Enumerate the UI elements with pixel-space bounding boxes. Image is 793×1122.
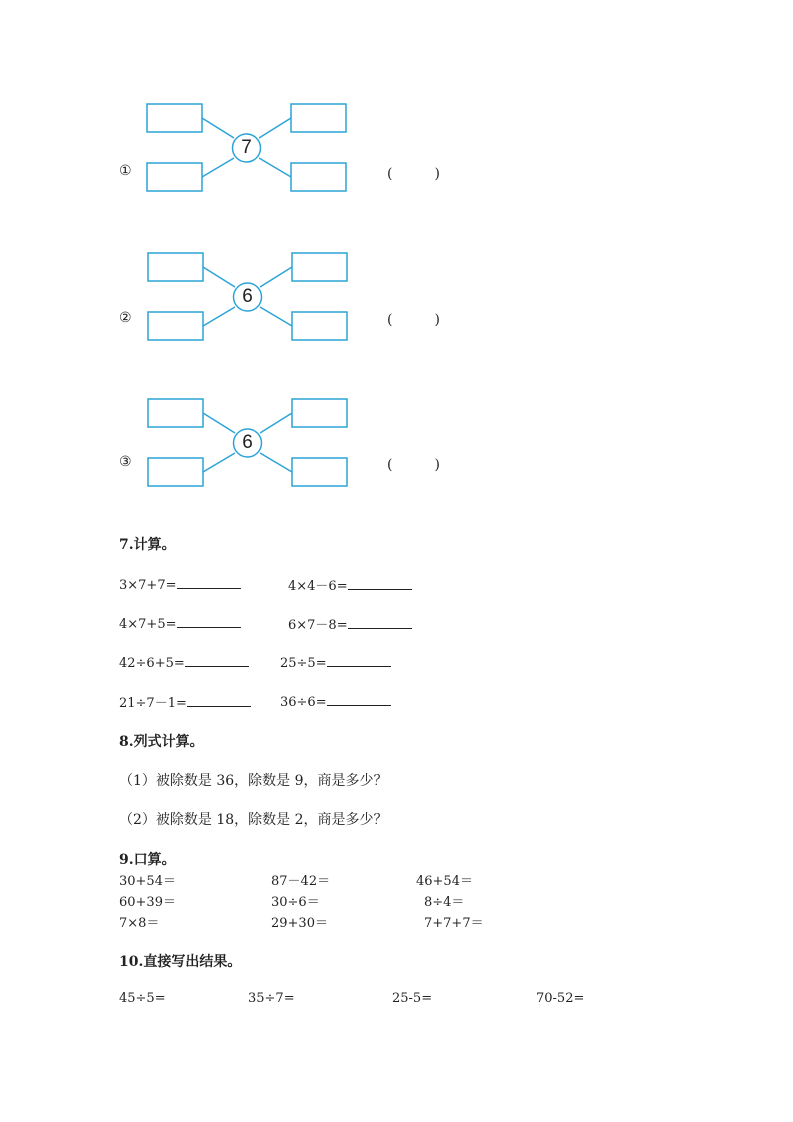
q7-item-8 <box>280 692 391 710</box>
answer-blank[interactable] <box>187 693 251 707</box>
number-split-diagram-3 <box>140 395 360 495</box>
q9-item-8: 29+30＝ <box>271 916 328 931</box>
answer-blank[interactable] <box>177 575 241 589</box>
expression-text: 3×7+7= <box>119 578 177 593</box>
q10-item-1: 45÷5= <box>119 991 166 1006</box>
answer-parentheses-1[interactable]: ( ) <box>387 166 440 182</box>
expression-text: 4×7+5= <box>119 617 177 632</box>
expression-text: 25÷5= <box>280 656 327 671</box>
q9-item-5: 30÷6＝ <box>271 895 320 910</box>
q10-item-3: 25-5= <box>392 991 433 1006</box>
answer-box-bottom-right[interactable] <box>292 458 347 486</box>
answer-box-top-left[interactable] <box>147 104 202 132</box>
expression-text: 36÷6= <box>280 695 327 710</box>
diagram-marker-3: ③ <box>119 454 132 470</box>
answer-blank[interactable] <box>185 653 249 667</box>
answer-box-top-left[interactable] <box>148 253 203 281</box>
q9-item-1: 30+54＝ <box>119 874 176 889</box>
q8-title: 8.列式计算。 <box>119 734 204 750</box>
answer-box-bottom-right[interactable] <box>292 312 347 340</box>
answer-box-top-left[interactable] <box>148 399 203 427</box>
q9-item-9: 7+7+7＝ <box>424 916 484 931</box>
q9-item-6: 8÷4＝ <box>424 895 465 910</box>
answer-box-top-right[interactable] <box>291 104 346 132</box>
expression-text: 21÷7－1= <box>119 696 187 711</box>
answer-box-bottom-right[interactable] <box>291 163 346 191</box>
answer-parentheses-3[interactable]: ( ) <box>387 457 440 473</box>
q7-item-6 <box>280 653 391 671</box>
q8-item-2: （2）被除数是 18，除数是 2，商是多少？ <box>119 812 388 828</box>
q7-item-1 <box>119 575 241 593</box>
q7-item-5 <box>119 653 249 671</box>
answer-box-bottom-left[interactable] <box>147 163 202 191</box>
answer-parentheses-2[interactable]: ( ) <box>387 312 440 328</box>
number-split-diagram-1 <box>140 100 360 200</box>
answer-box-bottom-left[interactable] <box>148 312 203 340</box>
expression-text: 4×4－6= <box>288 579 348 594</box>
q10-item-4: 70-52= <box>536 991 585 1006</box>
diagram-marker-2: ② <box>119 310 132 326</box>
diagram-marker-1: ① <box>119 163 132 179</box>
answer-blank[interactable] <box>348 576 412 590</box>
answer-box-bottom-left[interactable] <box>148 458 203 486</box>
q9-item-3: 46+54＝ <box>416 874 473 889</box>
q8-item-1: （1）被除数是 36，除数是 9，商是多少？ <box>119 773 388 789</box>
q7-item-4 <box>288 614 412 633</box>
answer-box-top-right[interactable] <box>292 399 347 427</box>
q9-title: 9.口算。 <box>119 852 176 868</box>
center-number: 7 <box>241 137 252 158</box>
q7-item-3 <box>119 614 241 632</box>
q7-item-7 <box>119 692 251 711</box>
q9-item-4: 60+39＝ <box>119 895 176 910</box>
center-number: 6 <box>242 432 253 453</box>
q9-item-2: 87－42＝ <box>271 874 331 889</box>
expression-text: 42÷6+5= <box>119 656 185 671</box>
q7-title: 7.计算。 <box>119 537 176 553</box>
answer-blank[interactable] <box>348 615 412 629</box>
answer-blank[interactable] <box>177 614 241 628</box>
q9-item-7: 7×8＝ <box>119 916 160 931</box>
answer-blank[interactable] <box>327 653 391 667</box>
answer-box-top-right[interactable] <box>292 253 347 281</box>
q7-item-2 <box>288 575 412 594</box>
center-number: 6 <box>242 286 253 307</box>
q10-item-2: 35÷7= <box>248 991 295 1006</box>
expression-text: 6×7－8= <box>288 618 348 633</box>
q10-title: 10.直接写出结果。 <box>119 954 242 970</box>
number-split-diagram-2 <box>140 249 360 349</box>
answer-blank[interactable] <box>327 692 391 706</box>
